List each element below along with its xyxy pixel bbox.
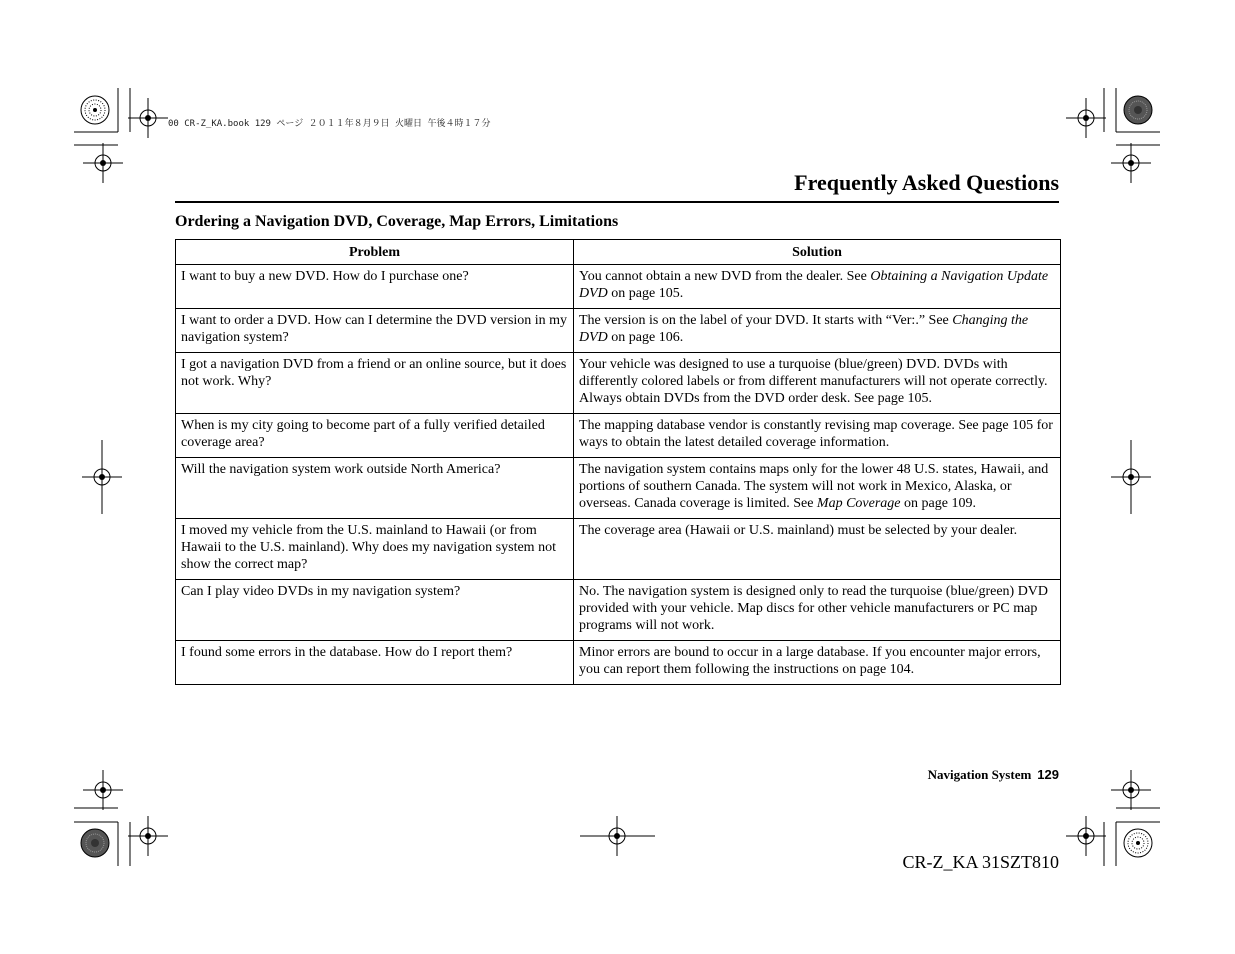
- footer-section: [928, 767, 1059, 783]
- problem-cell: I got a navigation DVD from a friend or an online source, but it does not work. Why?: [176, 353, 574, 414]
- registration-mark: [128, 98, 168, 138]
- solution-cell: [574, 580, 1061, 641]
- problem-cell: Will the navigation system work outside North America?: [176, 458, 574, 519]
- solution-text: No. The navigation system is designed only to read the turquoise (blue/green) DVD provided with your vehicle. Map discs for other vehicle manufacturers or PC map programs will not work.: [579, 584, 1049, 633]
- table-row: [176, 580, 1061, 641]
- solution-text: The navigation system contains maps only for the lower 48 U.S. states, Hawaii, and portions of southern Canada. The system will not work in Mexico, Alaska, or overseas. Canada coverage is limited. See: [579, 462, 1049, 511]
- registration-mark: [1111, 143, 1151, 183]
- table-row: [176, 353, 1061, 414]
- table-row: [176, 309, 1061, 353]
- table-row: [176, 641, 1061, 685]
- faq-table: [175, 239, 1061, 685]
- registration-mark: [1111, 770, 1151, 810]
- registration-mark: [1066, 98, 1106, 138]
- column-header-solution: Solution: [574, 240, 1061, 265]
- registration-dial: [1124, 829, 1152, 857]
- problem-cell: I found some errors in the database. How do I report them?: [176, 641, 574, 685]
- problem-cell: When is my city going to become part of a fully verified detailed coverage area?: [176, 414, 574, 458]
- solution-cell: [574, 458, 1061, 519]
- table-row: [176, 414, 1061, 458]
- footer-section-name: Navigation System: [927, 767, 1032, 782]
- title-divider: [175, 201, 1059, 203]
- solution-cell: [574, 353, 1061, 414]
- solution-cell: [574, 309, 1061, 353]
- solution-text: The version is on the label of your DVD. It starts with “Ver:.” See: [579, 313, 953, 328]
- column-header-problem: Problem: [176, 240, 574, 265]
- page-number: 129: [1037, 767, 1059, 782]
- registration-dial: [81, 96, 109, 124]
- table-row: [176, 265, 1061, 309]
- registration-dial: [81, 829, 109, 857]
- solution-text: on page 109.: [900, 496, 976, 511]
- registration-mark: [83, 143, 123, 183]
- registration-dial: [1124, 96, 1152, 124]
- solution-cell: [574, 519, 1061, 580]
- document-code: CR-Z_KA 31SZT810: [902, 852, 1059, 872]
- solution-cell: [574, 414, 1061, 458]
- cross-reference: Obtaining a Navigation Update DVD: [579, 269, 1049, 301]
- print-slug: 00 CR-Z_KA.book 129 ページ ２０１１年８月９日 火曜日 午後４時１７分: [168, 119, 491, 129]
- solution-cell: [574, 641, 1061, 685]
- section-heading: Ordering a Navigation DVD, Coverage, Map Errors, Limitations: [175, 213, 619, 230]
- problem-cell: I want to buy a new DVD. How do I purchase one?: [176, 265, 574, 309]
- problem-cell: I moved my vehicle from the U.S. mainland to Hawaii (or from Hawaii to the U.S. mainland). Why does my navigation system not show the correct map?: [176, 519, 574, 580]
- solution-text: The mapping database vendor is constantly revising map coverage. See page 105 for ways to obtain the latest detailed coverage information.: [579, 418, 1053, 450]
- registration-mark: [83, 770, 123, 810]
- solution-cell: [574, 265, 1061, 309]
- table-header-row: [176, 240, 1061, 265]
- faq-table-body: [176, 265, 1061, 685]
- page-title: Frequently Asked Questions: [794, 170, 1059, 195]
- problem-cell: I want to order a DVD. How can I determine the DVD version in my navigation system?: [176, 309, 574, 353]
- cross-reference: Changing the DVD: [579, 313, 1029, 345]
- solution-text: Your vehicle was designed to use a turquoise (blue/green) DVD. DVDs with differently colored labels or from different manufacturers will not operate correctly. Always obtain DVDs from the DVD order desk. See page 105.: [579, 357, 1048, 406]
- registration-mark: [128, 816, 168, 856]
- table-row: [176, 458, 1061, 519]
- solution-text: on page 106.: [607, 330, 684, 345]
- solution-text: on page 105.: [607, 286, 684, 301]
- solution-text: You cannot obtain a new DVD from the dealer. See: [579, 269, 871, 284]
- problem-cell: Can I play video DVDs in my navigation system?: [176, 580, 574, 641]
- solution-text: The coverage area (Hawaii or U.S. mainland) must be selected by your dealer.: [579, 523, 1018, 538]
- table-row: [176, 519, 1061, 580]
- solution-text: Minor errors are bound to occur in a large database. If you encounter major errors, you can report them following the instructions on page 104.: [579, 645, 1041, 677]
- cross-reference: Map Coverage: [816, 496, 901, 511]
- registration-mark: [1066, 816, 1106, 856]
